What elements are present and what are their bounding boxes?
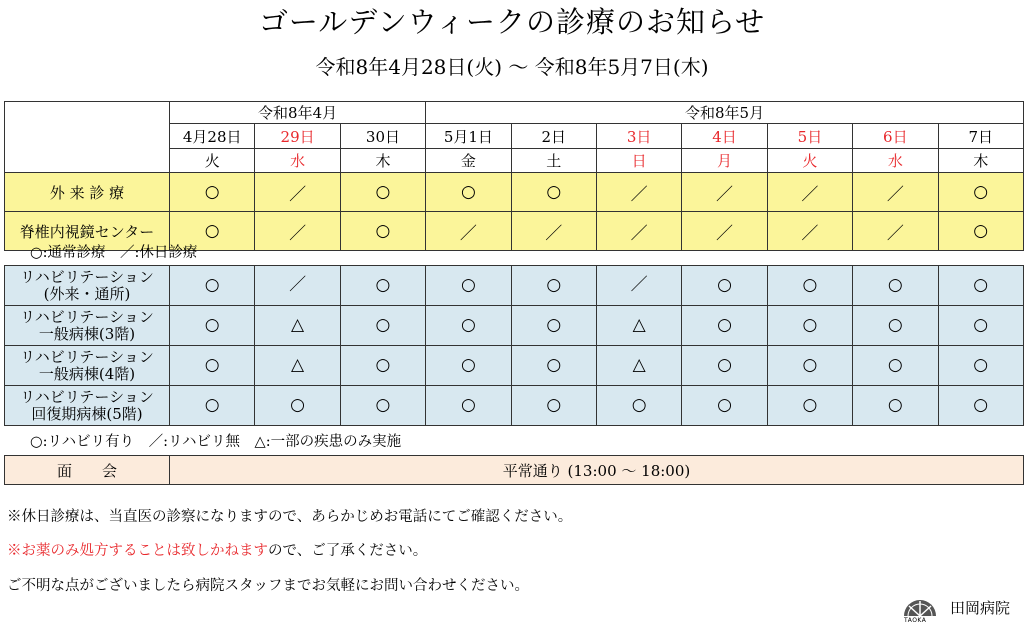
- date-header-cell: 4月28日: [170, 124, 255, 149]
- status-mark-cell: ○: [938, 306, 1023, 346]
- clinic-schedule-table: [4, 101, 1024, 251]
- rehab-label-line2: (外来・通所): [43, 284, 131, 303]
- status-mark-cell: ○: [255, 386, 340, 426]
- status-mark-cell: ○: [340, 346, 425, 386]
- status-mark-cell: ○: [170, 346, 255, 386]
- status-mark-cell: ○: [853, 346, 938, 386]
- period-subtitle: 令和8年4月28日(火) 〜 令和8年5月7日(木): [315, 55, 709, 79]
- status-mark-cell: ／: [853, 173, 938, 212]
- status-mark-cell: ○: [426, 173, 511, 212]
- date-header-cell: 7日: [938, 124, 1023, 149]
- status-mark-cell: ／: [596, 173, 681, 212]
- status-mark-cell: ／: [255, 173, 340, 212]
- status-mark-cell: ○: [682, 386, 767, 426]
- status-mark-cell: ○: [170, 266, 255, 306]
- rehab-row: [5, 346, 1024, 386]
- status-mark-cell: ○: [767, 386, 852, 426]
- status-mark-cell: ○: [682, 346, 767, 386]
- note-holiday-consultation: ※休日診療は、当直医の診察になりますので、あらかじめお電話にてご確認ください。: [7, 509, 573, 525]
- date-header-cell: 5日: [767, 124, 852, 149]
- status-mark-cell: ／: [426, 212, 511, 251]
- status-mark-cell: ○: [170, 386, 255, 426]
- rehab-row-label: [5, 266, 170, 306]
- rehab-row: [5, 386, 1024, 426]
- weekday-header-cell: 水: [853, 149, 938, 173]
- note-prescription-tail: ので、ご了承ください。: [268, 543, 428, 559]
- status-mark-cell: ○: [511, 386, 596, 426]
- date-header-cell: 30日: [340, 124, 425, 149]
- month-header-april: 令和8年4月: [170, 102, 426, 124]
- weekday-header-cell: 日: [596, 149, 681, 173]
- status-mark-cell: ／: [596, 266, 681, 306]
- status-mark-cell: ○: [426, 306, 511, 346]
- status-mark-cell: ○: [682, 306, 767, 346]
- status-mark-cell: ／: [511, 212, 596, 251]
- status-mark-cell: ／: [853, 212, 938, 251]
- note-prescription: [7, 541, 427, 561]
- status-mark-cell: ○: [170, 173, 255, 212]
- status-mark-cell: ○: [938, 266, 1023, 306]
- weekday-header-cell: 土: [511, 149, 596, 173]
- status-mark-cell: △: [255, 306, 340, 346]
- page-title: ゴールデンウィークの診療のお知らせ: [258, 5, 766, 39]
- status-mark-cell: ○: [596, 386, 681, 426]
- status-mark-cell: ○: [170, 212, 255, 251]
- status-mark-cell: △: [255, 346, 340, 386]
- status-mark-cell: ○: [426, 266, 511, 306]
- status-mark-cell: ○: [511, 173, 596, 212]
- date-header-cell: 5月1日: [426, 124, 511, 149]
- status-mark-cell: ○: [340, 266, 425, 306]
- status-mark-cell: ／: [255, 212, 340, 251]
- clinic-row: [5, 173, 1024, 212]
- note-contact: ご不明な点がございましたら病院スタッフまでお気軽にお問い合わせください。: [7, 578, 529, 594]
- status-mark-cell: △: [596, 346, 681, 386]
- status-mark-cell: ○: [938, 386, 1023, 426]
- visiting-table: [4, 455, 1024, 485]
- status-mark-cell: ○: [340, 212, 425, 251]
- date-header-cell: 2日: [511, 124, 596, 149]
- rehab-legend: ○:リハビリ有り ／:リハビリ無 △:一部の疾患のみ実施: [30, 434, 402, 450]
- rehab-row-label: [5, 306, 170, 346]
- status-mark-cell: ／: [682, 173, 767, 212]
- weekday-header-cell: 金: [426, 149, 511, 173]
- rehab-label-line2: 回復期病棟(5階): [31, 404, 143, 423]
- rehab-label-line1: リハビリテーション: [20, 267, 154, 286]
- status-mark-cell: ○: [340, 173, 425, 212]
- status-mark-cell: ○: [767, 306, 852, 346]
- status-mark-cell: ○: [682, 266, 767, 306]
- status-mark-cell: ○: [853, 266, 938, 306]
- rehab-row: [5, 266, 1024, 306]
- date-header-cell: 6日: [853, 124, 938, 149]
- status-mark-cell: ○: [767, 346, 852, 386]
- rehab-schedule-table: [4, 265, 1024, 426]
- clinic-row-label: 脊椎内視鏡センター: [5, 212, 170, 251]
- date-header-cell: 29日: [255, 124, 340, 149]
- header-corner-cell: [5, 102, 170, 173]
- date-header-cell: 4日: [682, 124, 767, 149]
- status-mark-cell: ○: [938, 212, 1023, 251]
- status-mark-cell: ○: [853, 306, 938, 346]
- rehab-row: [5, 306, 1024, 346]
- status-mark-cell: ／: [767, 173, 852, 212]
- visiting-hours: 平常通り (13:00 〜 18:00): [170, 456, 1024, 485]
- status-mark-cell: ／: [596, 212, 681, 251]
- status-mark-cell: ○: [511, 266, 596, 306]
- visiting-label: 面 会: [5, 456, 170, 485]
- status-mark-cell: △: [596, 306, 681, 346]
- month-header-may: 令和8年5月: [426, 102, 1024, 124]
- weekday-header-cell: 火: [767, 149, 852, 173]
- rehab-label-line1: リハビリテーション: [20, 347, 154, 366]
- status-mark-cell: ○: [511, 306, 596, 346]
- status-mark-cell: ○: [767, 266, 852, 306]
- rehab-label-line1: リハビリテーション: [20, 307, 154, 326]
- rehab-row-label: [5, 346, 170, 386]
- status-mark-cell: ／: [682, 212, 767, 251]
- rehab-label-line1: リハビリテーション: [20, 387, 154, 406]
- status-mark-cell: ○: [170, 306, 255, 346]
- status-mark-cell: ○: [340, 386, 425, 426]
- weekday-header-cell: 木: [938, 149, 1023, 173]
- status-mark-cell: ○: [340, 306, 425, 346]
- status-mark-cell: ○: [426, 386, 511, 426]
- status-mark-cell: ○: [426, 346, 511, 386]
- weekday-header-cell: 水: [255, 149, 340, 173]
- note-prescription-warning: ※お薬のみ処方することは致しかねます: [7, 543, 268, 559]
- status-mark-cell: ／: [255, 266, 340, 306]
- rehab-label-line2: 一般病棟(3階): [38, 324, 136, 343]
- clinic-legend: ○:通常診療 ／:休日診療: [30, 245, 198, 261]
- status-mark-cell: ○: [853, 386, 938, 426]
- logo-text: TAOKA: [904, 617, 927, 624]
- weekday-header-cell: 月: [682, 149, 767, 173]
- clinic-row-label: 外 来 診 療: [5, 173, 170, 212]
- rehab-label-line2: 一般病棟(4階): [38, 364, 136, 383]
- date-header-cell: 3日: [596, 124, 681, 149]
- status-mark-cell: ○: [938, 346, 1023, 386]
- weekday-header-cell: 火: [170, 149, 255, 173]
- hospital-name: 田岡病院: [950, 599, 1011, 617]
- rehab-row-label: [5, 386, 170, 426]
- status-mark-cell: ／: [767, 212, 852, 251]
- status-mark-cell: ○: [511, 346, 596, 386]
- status-mark-cell: ○: [938, 173, 1023, 212]
- weekday-header-cell: 木: [340, 149, 425, 173]
